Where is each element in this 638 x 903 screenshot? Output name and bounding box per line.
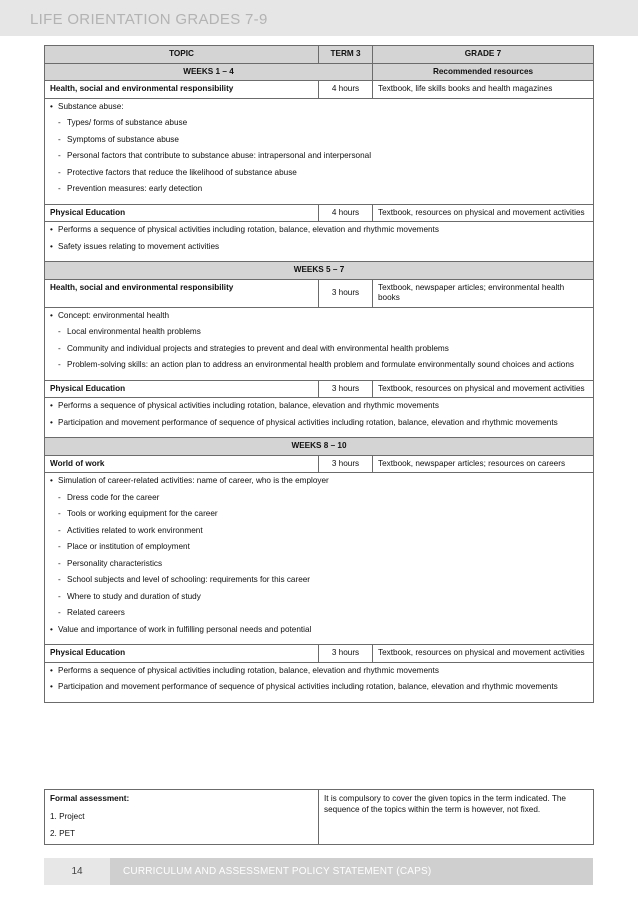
content-list xyxy=(45,98,594,204)
header-term: TERM 3 xyxy=(319,46,373,64)
pe-hours: 3 hours xyxy=(319,645,373,663)
list-item: - Activities related to work environment xyxy=(58,525,203,535)
list-item: - Problem-solving skills: an action plan to address an environmental health problem and formulate environmentally sound choices and actions xyxy=(58,360,574,369)
page-header xyxy=(0,0,638,36)
assessment-title: Formal assessment: xyxy=(50,794,130,803)
pe-hours: 3 hours xyxy=(319,380,373,398)
curriculum-table xyxy=(44,45,594,703)
topic-hours: 4 hours xyxy=(319,81,373,99)
pe-resources: Textbook, resources on physical and movement activities xyxy=(373,380,594,398)
content-list xyxy=(45,473,594,645)
weeks-label-2: WEEKS 5 – 7 xyxy=(45,262,594,280)
list-item: - Personal factors that contribute to substance abuse: intrapersonal and interpersonal xyxy=(58,151,372,160)
pe-row xyxy=(45,645,594,663)
topic-hours: 3 hours xyxy=(319,279,373,307)
assessment-item: 1. Project xyxy=(50,811,85,821)
list-item: - School subjects and level of schooling: requirements for this career xyxy=(58,575,311,584)
weeks-label-1: WEEKS 1 – 4 xyxy=(45,63,373,81)
pe-hours: 4 hours xyxy=(319,204,373,222)
list-item: - Community and individual projects and strategies to prevent and deal with environmental health problems xyxy=(58,343,449,353)
content-row xyxy=(45,473,594,645)
list-item: • Performs a sequence of physical activities including rotation, balance, elevation and rhythmic movements xyxy=(50,225,439,234)
page-header-title: LIFE ORIENTATION GRADES 7-9 xyxy=(30,11,268,28)
pe-row xyxy=(45,204,594,222)
content-row xyxy=(45,98,594,204)
pe-resources: Textbook, resources on physical and movement activities xyxy=(373,204,594,222)
topic-name: Health, social and environmental responsibility xyxy=(45,279,319,307)
pe-content-list xyxy=(45,398,594,438)
list-item: - Personality characteristics xyxy=(58,558,163,568)
list-item: - Dress code for the career xyxy=(58,492,160,502)
header-topic: TOPIC xyxy=(45,46,319,64)
pe-content-list xyxy=(45,662,594,702)
topic-name: World of work xyxy=(45,455,319,473)
list-item: - Place or institution of employment xyxy=(58,542,190,551)
weeks-label-3: WEEKS 8 – 10 xyxy=(45,438,594,456)
pe-topic: Physical Education xyxy=(45,645,319,663)
list-item: • Concept: environmental health xyxy=(50,311,588,322)
list-item: • Substance abuse: xyxy=(50,102,588,113)
list-item: • Participation and movement performance of sequence of physical activities including rotation, balance, elevation and rhythmic movements xyxy=(50,682,558,691)
header-grade: GRADE 7 xyxy=(373,46,594,64)
pe-content-list xyxy=(45,222,594,262)
assessment-cell xyxy=(45,790,319,845)
list-item: - Where to study and duration of study xyxy=(58,591,201,601)
list-item: - Related careers xyxy=(58,608,125,617)
pe-content-row xyxy=(45,222,594,262)
topic-hours: 3 hours xyxy=(319,455,373,473)
weeks-row-2 xyxy=(45,262,594,280)
topic-row xyxy=(45,279,594,307)
pe-resources: Textbook, resources on physical and movement activities xyxy=(373,645,594,663)
list-item: - Protective factors that reduce the likelihood of substance abuse xyxy=(58,167,297,177)
pe-topic: Physical Education xyxy=(45,204,319,222)
pe-topic: Physical Education xyxy=(45,380,319,398)
page-footer xyxy=(44,858,593,885)
list-item: • Performs a sequence of physical activities including rotation, balance, elevation and rhythmic movements xyxy=(50,665,439,675)
list-item: • Value and importance of work in fulfilling personal needs and potential xyxy=(50,625,588,636)
list-item: • Simulation of career-related activities: name of career, who is the employer xyxy=(50,476,588,487)
table-header-row xyxy=(45,46,594,64)
assessment-table xyxy=(44,789,594,845)
weeks-row-1 xyxy=(45,63,594,81)
list-item: • Participation and movement performance of sequence of physical activities including rotation, balance, elevation and rhythmic movements xyxy=(50,417,558,427)
content-row xyxy=(45,307,594,380)
list-item: - Tools or working equipment for the career xyxy=(58,509,218,518)
topic-row xyxy=(45,455,594,473)
topic-resources: Textbook, newspaper articles; environmental health books xyxy=(373,279,594,307)
header-resources: Recommended resources xyxy=(373,63,594,81)
assessment-item: 2. PET xyxy=(50,829,76,839)
topic-name: Health, social and environmental responsibility xyxy=(45,81,319,99)
list-item: - Types/ forms of substance abuse xyxy=(58,118,188,127)
list-item: - Prevention measures: early detection xyxy=(58,184,203,193)
list-item: - Symptoms of substance abuse xyxy=(58,134,179,144)
pe-row xyxy=(45,380,594,398)
page-number: 14 xyxy=(44,858,110,885)
topic-row xyxy=(45,81,594,99)
pe-content-row xyxy=(45,398,594,438)
list-item: • Safety issues relating to movement activities xyxy=(50,241,220,251)
content-list xyxy=(45,307,594,380)
list-item: - Local environmental health problems xyxy=(58,327,201,336)
topic-resources: Textbook, newspaper articles; resources on careers xyxy=(373,455,594,473)
topic-resources: Textbook, life skills books and health magazines xyxy=(373,81,594,99)
list-item: • Performs a sequence of physical activities including rotation, balance, elevation and rhythmic movements xyxy=(50,401,439,410)
footer-text: CURRICULUM AND ASSESSMENT POLICY STATEMENT (CAPS) xyxy=(123,866,432,877)
assessment-note: It is compulsory to cover the given topics in the term indicated. The sequence of the topics within the term is however, not fixed. xyxy=(319,790,594,845)
weeks-row-3 xyxy=(45,438,594,456)
pe-content-row xyxy=(45,662,594,702)
